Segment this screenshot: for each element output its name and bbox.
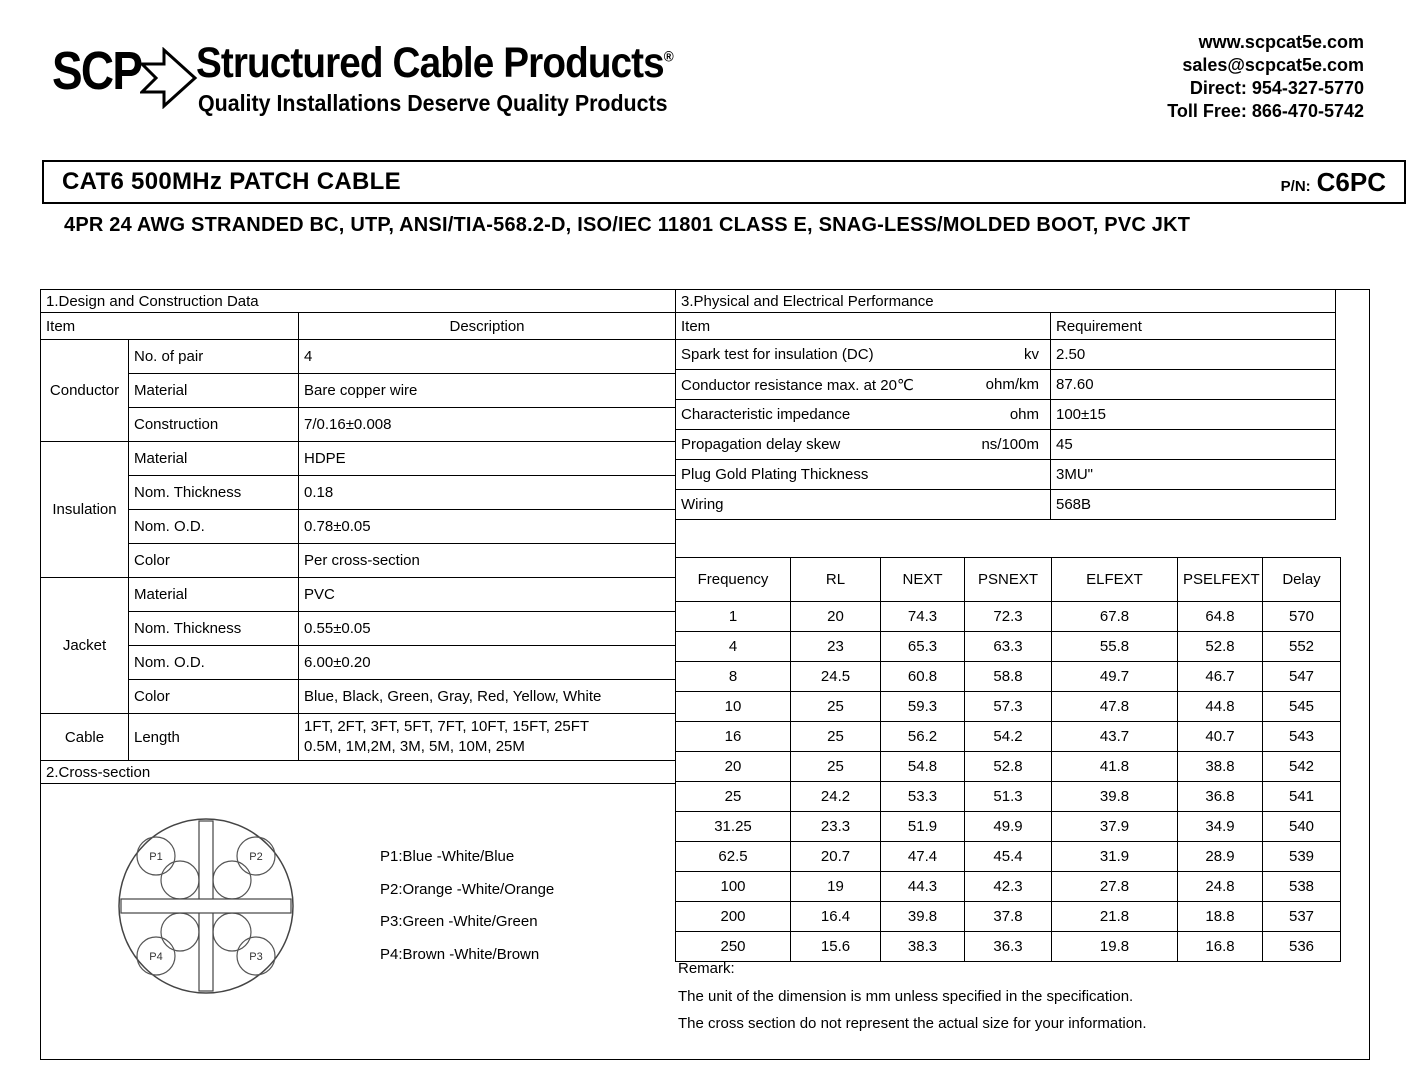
frequency-cell: 38.3 xyxy=(881,932,965,962)
design-item-cell: Material xyxy=(129,442,299,476)
performance-table xyxy=(675,289,1336,520)
design-desc-cell: 6.00±0.20 xyxy=(299,646,676,680)
frequency-cell: 15.6 xyxy=(791,932,881,962)
frequency-header-cell: RL xyxy=(791,558,881,602)
contact-tollfree-phone: Toll Free: 866-470-5742 xyxy=(1167,101,1364,121)
frequency-cell: 49.9 xyxy=(965,812,1052,842)
group-jacket: Jacket xyxy=(41,578,129,714)
design-desc-cell: PVC xyxy=(299,578,676,612)
design-section-title: 1.Design and Construction Data xyxy=(41,290,676,313)
performance-section-title: 3.Physical and Electrical Performance xyxy=(676,290,1336,313)
performance-item-unit: kv xyxy=(1024,346,1039,363)
frequency-cell: 42.3 xyxy=(965,872,1052,902)
pair-legend-p2: P2:Orange -White/Orange xyxy=(380,880,555,898)
performance-item-cell xyxy=(676,460,1051,490)
design-item-cell: Nom. Thickness xyxy=(129,476,299,510)
title-bar xyxy=(42,160,1406,204)
performance-item-cell xyxy=(676,370,1051,400)
frequency-cell: 31.25 xyxy=(676,812,791,842)
design-item-cell: Nom. Thickness xyxy=(129,612,299,646)
frequency-header-row xyxy=(676,558,1341,602)
performance-header-item: Item xyxy=(676,313,1051,340)
design-item-cell: Nom. O.D. xyxy=(129,646,299,680)
design-desc-cell: Blue, Black, Green, Gray, Red, Yellow, White xyxy=(299,680,676,714)
frequency-row xyxy=(676,662,1341,692)
performance-requirement-cell: 100±15 xyxy=(1051,400,1336,430)
frequency-cell: 44.3 xyxy=(881,872,965,902)
remark-line-1: The unit of the dimension is mm unless specified in the specification. xyxy=(678,988,1134,1005)
frequency-cell: 59.3 xyxy=(881,692,965,722)
logo-arrow-icon xyxy=(140,47,198,109)
design-item-cell: Material xyxy=(129,578,299,612)
design-desc-cell: 0.18 xyxy=(299,476,676,510)
frequency-cell: 16.8 xyxy=(1178,932,1263,962)
pair-legend-p3: P3:Green -White/Green xyxy=(380,913,538,930)
frequency-cell: 40.7 xyxy=(1178,722,1263,752)
frequency-cell: 541 xyxy=(1263,782,1341,812)
frequency-cell: 25 xyxy=(676,782,791,812)
performance-item-cell xyxy=(676,340,1051,370)
cross-section-title: 2.Cross-section xyxy=(41,761,676,784)
diagram-label-p3: P3 xyxy=(249,951,263,963)
performance-item-label: Spark test for insulation (DC) xyxy=(681,346,874,363)
frequency-cell: 54.8 xyxy=(881,752,965,782)
frequency-cell: 536 xyxy=(1263,932,1341,962)
performance-requirement-cell: 2.50 xyxy=(1051,340,1336,370)
design-item-cell: Nom. O.D. xyxy=(129,510,299,544)
design-desc-cell: 0.55±0.05 xyxy=(299,612,676,646)
design-desc-cell: Per cross-section xyxy=(299,544,676,578)
frequency-row xyxy=(676,752,1341,782)
pn-value: C6PC xyxy=(1316,166,1386,197)
cable-length-options xyxy=(304,717,670,757)
design-desc-cell: Bare copper wire xyxy=(299,374,676,408)
frequency-cell: 54.2 xyxy=(965,722,1052,752)
frequency-cell: 200 xyxy=(676,902,791,932)
frequency-cell: 27.8 xyxy=(1052,872,1178,902)
frequency-cell: 44.8 xyxy=(1178,692,1263,722)
frequency-cell: 16.4 xyxy=(791,902,881,932)
performance-item-label: Conductor resistance max. at 20℃ xyxy=(681,376,914,394)
diagram-label-p1: P1 xyxy=(149,851,163,863)
frequency-cell: 38.8 xyxy=(1178,752,1263,782)
frequency-cell: 570 xyxy=(1263,602,1341,632)
frequency-row xyxy=(676,782,1341,812)
performance-requirement-cell: 87.60 xyxy=(1051,370,1336,400)
frequency-cell: 72.3 xyxy=(965,602,1052,632)
frequency-cell: 56.2 xyxy=(881,722,965,752)
frequency-cell: 19.8 xyxy=(1052,932,1178,962)
performance-item-cell xyxy=(676,490,1051,520)
product-title: CAT6 500MHz PATCH CABLE xyxy=(62,168,401,195)
diagram-label-p4: P4 xyxy=(149,951,163,963)
frequency-cell: 47.4 xyxy=(881,842,965,872)
frequency-cell: 542 xyxy=(1263,752,1341,782)
performance-item-cell xyxy=(676,430,1051,460)
brand-title-text: Structured Cable Products xyxy=(196,39,664,87)
frequency-cell: 4 xyxy=(676,632,791,662)
brand-title xyxy=(196,39,673,87)
design-desc-cell: 0.78±0.05 xyxy=(299,510,676,544)
frequency-cell: 20.7 xyxy=(791,842,881,872)
frequency-cell: 36.3 xyxy=(965,932,1052,962)
frequency-cell: 20 xyxy=(791,602,881,632)
performance-requirement-cell: 45 xyxy=(1051,430,1336,460)
frequency-cell: 23.3 xyxy=(791,812,881,842)
design-item-cell: Length xyxy=(129,714,299,761)
frequency-cell: 36.8 xyxy=(1178,782,1263,812)
design-desc-cell: 7/0.16±0.008 xyxy=(299,408,676,442)
frequency-cell: 24.8 xyxy=(1178,872,1263,902)
brand-tagline: Quality Installations Deserve Quality Products xyxy=(198,90,668,116)
frequency-header-cell: Frequency xyxy=(676,558,791,602)
performance-item-label: Plug Gold Plating Thickness xyxy=(681,466,869,483)
frequency-cell: 52.8 xyxy=(965,752,1052,782)
performance-item-label: Characteristic impedance xyxy=(681,406,851,423)
pair-legend-p1: P1:Blue -White/Blue xyxy=(380,848,515,865)
frequency-cell: 53.3 xyxy=(881,782,965,812)
frequency-cell: 545 xyxy=(1263,692,1341,722)
frequency-cell: 250 xyxy=(676,932,791,962)
pair-legend-p4: P4:Brown -White/Brown xyxy=(380,945,540,963)
group-insulation: Insulation xyxy=(41,442,129,578)
performance-requirement-cell: 3MU" xyxy=(1051,460,1336,490)
frequency-row xyxy=(676,902,1341,932)
cross-section-diagram xyxy=(112,812,300,1000)
frequency-cell: 57.3 xyxy=(965,692,1052,722)
frequency-cell: 540 xyxy=(1263,812,1341,842)
frequency-cell: 25 xyxy=(791,722,881,752)
design-item-cell: Color xyxy=(129,544,299,578)
frequency-row xyxy=(676,932,1341,962)
design-table xyxy=(40,289,676,784)
frequency-cell: 21.8 xyxy=(1052,902,1178,932)
cross-separator xyxy=(121,821,291,991)
pair-legend xyxy=(380,841,554,971)
design-item-cell: Color xyxy=(129,680,299,714)
remark-title: Remark: xyxy=(678,960,735,977)
registered-mark: ® xyxy=(663,48,673,66)
frequency-row xyxy=(676,872,1341,902)
frequency-cell: 41.8 xyxy=(1052,752,1178,782)
frequency-cell: 60.8 xyxy=(881,662,965,692)
frequency-cell: 552 xyxy=(1263,632,1341,662)
frequency-row xyxy=(676,602,1341,632)
frequency-cell: 39.8 xyxy=(1052,782,1178,812)
frequency-cell: 64.8 xyxy=(1178,602,1263,632)
performance-requirement-cell: 568B xyxy=(1051,490,1336,520)
frequency-header-cell: Delay xyxy=(1263,558,1341,602)
group-cable: Cable xyxy=(41,714,129,761)
design-desc-cell: HDPE xyxy=(299,442,676,476)
frequency-cell: 34.9 xyxy=(1178,812,1263,842)
frequency-row xyxy=(676,692,1341,722)
performance-item-label: Wiring xyxy=(681,496,724,513)
frequency-cell: 51.9 xyxy=(881,812,965,842)
frequency-row xyxy=(676,632,1341,662)
contact-direct-phone: Direct: 954-327-5770 xyxy=(1189,78,1364,98)
performance-header-requirement: Requirement xyxy=(1051,313,1336,340)
performance-item-unit: ns/100m xyxy=(981,436,1039,453)
frequency-cell: 49.7 xyxy=(1052,662,1178,692)
frequency-header-cell: PSELFEXT xyxy=(1178,558,1263,602)
design-header-description: Description xyxy=(299,313,676,340)
frequency-cell: 1 xyxy=(676,602,791,632)
frequency-cell: 24.5 xyxy=(791,662,881,692)
frequency-cell: 65.3 xyxy=(881,632,965,662)
frequency-cell: 74.3 xyxy=(881,602,965,632)
frequency-table-body xyxy=(676,602,1341,962)
frequency-cell: 47.8 xyxy=(1052,692,1178,722)
design-desc-cell xyxy=(299,714,676,761)
frequency-cell: 539 xyxy=(1263,842,1341,872)
frequency-header-cell: NEXT xyxy=(881,558,965,602)
frequency-cell: 538 xyxy=(1263,872,1341,902)
frequency-cell: 20 xyxy=(676,752,791,782)
group-conductor: Conductor xyxy=(41,340,129,442)
contact-block xyxy=(1167,31,1364,123)
frequency-cell: 55.8 xyxy=(1052,632,1178,662)
product-subtitle: 4PR 24 AWG STRANDED BC, UTP, ANSI/TIA-568.2-D, ISO/IEC 11801 CLASS E, SNAG-LESS/MOLDED BOOT, PVC JKT xyxy=(64,214,1191,236)
design-desc-cell: 4 xyxy=(299,340,676,374)
frequency-table xyxy=(675,557,1341,962)
frequency-cell: 46.7 xyxy=(1178,662,1263,692)
performance-item-label: Propagation delay skew xyxy=(681,436,841,453)
cable-length-meters: 0.5M, 1M,2M, 3M, 5M, 10M, 25M xyxy=(304,738,525,755)
frequency-cell: 25 xyxy=(791,752,881,782)
frequency-cell: 43.7 xyxy=(1052,722,1178,752)
design-item-cell: Construction xyxy=(129,408,299,442)
frequency-row xyxy=(676,812,1341,842)
frequency-cell: 31.9 xyxy=(1052,842,1178,872)
frequency-row xyxy=(676,842,1341,872)
frequency-cell: 28.9 xyxy=(1178,842,1263,872)
scp-logo-text: SCP xyxy=(52,41,142,101)
frequency-cell: 63.3 xyxy=(965,632,1052,662)
frequency-cell: 52.8 xyxy=(1178,632,1263,662)
frequency-cell: 62.5 xyxy=(676,842,791,872)
frequency-row xyxy=(676,722,1341,752)
frequency-cell: 8 xyxy=(676,662,791,692)
frequency-header-cell: ELFEXT xyxy=(1052,558,1178,602)
frequency-cell: 51.3 xyxy=(965,782,1052,812)
frequency-cell: 45.4 xyxy=(965,842,1052,872)
frequency-cell: 10 xyxy=(676,692,791,722)
frequency-cell: 100 xyxy=(676,872,791,902)
design-item-cell: No. of pair xyxy=(129,340,299,374)
frequency-cell: 39.8 xyxy=(881,902,965,932)
performance-item-cell xyxy=(676,400,1051,430)
frequency-cell: 19 xyxy=(791,872,881,902)
diagram-label-p2: P2 xyxy=(249,851,263,863)
pn-label: P/N: xyxy=(1280,177,1311,195)
design-header-item: Item xyxy=(41,313,299,340)
performance-item-unit: ohm/km xyxy=(985,376,1039,393)
frequency-cell: 23 xyxy=(791,632,881,662)
contact-website: www.scpcat5e.com xyxy=(1198,32,1364,52)
frequency-cell: 18.8 xyxy=(1178,902,1263,932)
frequency-cell: 24.2 xyxy=(791,782,881,812)
cable-length-feet: 1FT, 2FT, 3FT, 5FT, 7FT, 10FT, 15FT, 25FT xyxy=(304,718,590,735)
remark-line-2: The cross section do not represent the actual size for your information. xyxy=(678,1015,1147,1032)
frequency-cell: 37.8 xyxy=(965,902,1052,932)
frequency-cell: 16 xyxy=(676,722,791,752)
part-number xyxy=(1281,167,1386,198)
frequency-cell: 543 xyxy=(1263,722,1341,752)
performance-item-unit: ohm xyxy=(1009,406,1039,423)
frequency-cell: 537 xyxy=(1263,902,1341,932)
contact-email: sales@scpcat5e.com xyxy=(1182,55,1364,75)
frequency-cell: 58.8 xyxy=(965,662,1052,692)
design-item-cell: Material xyxy=(129,374,299,408)
frequency-cell: 25 xyxy=(791,692,881,722)
frequency-cell: 37.9 xyxy=(1052,812,1178,842)
frequency-header-cell: PSNEXT xyxy=(965,558,1052,602)
frequency-cell: 547 xyxy=(1263,662,1341,692)
frequency-cell: 67.8 xyxy=(1052,602,1178,632)
